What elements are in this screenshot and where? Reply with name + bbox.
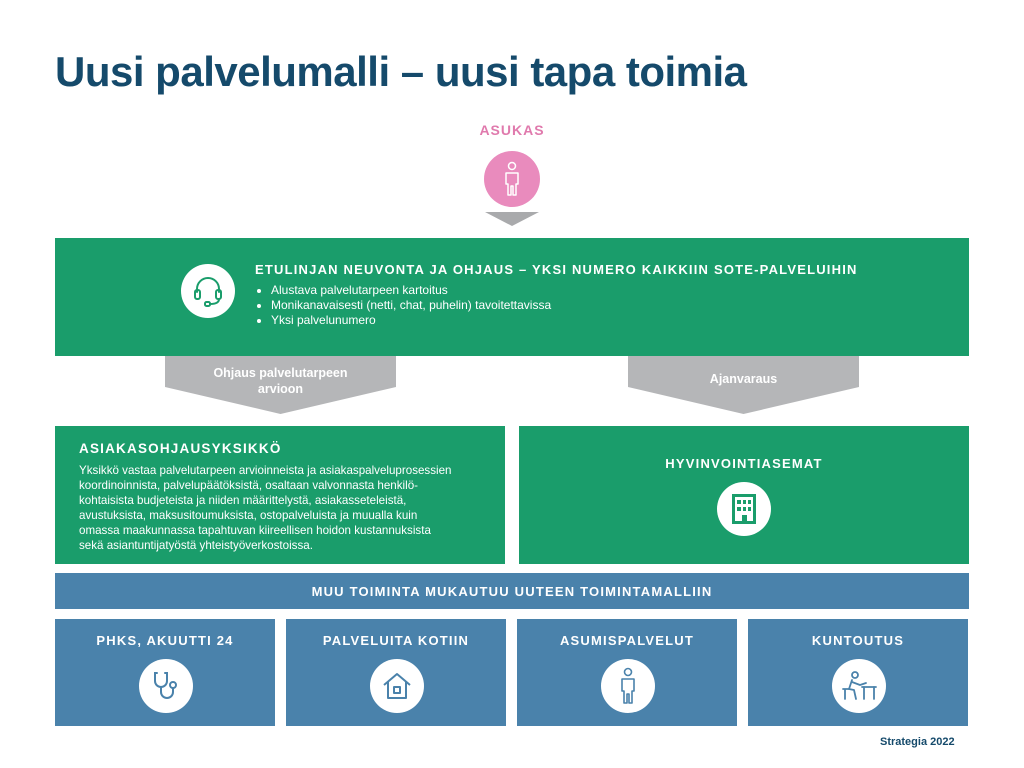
list-item: • Alustava palvelutarpeen kartoitus bbox=[271, 283, 551, 298]
customer-unit-text bbox=[79, 463, 499, 553]
customer-unit-box bbox=[55, 426, 505, 564]
house-icon bbox=[380, 669, 414, 703]
frontline-icon-circle bbox=[181, 264, 235, 318]
wellbeing-stations-heading: HYVINVOINTIASEMAT bbox=[665, 456, 823, 471]
footer-label: Strategia 2022 bbox=[880, 736, 955, 748]
other-operations-bar bbox=[55, 573, 969, 609]
card-housing-services bbox=[517, 619, 737, 726]
card-heading: PHKS, AKUUTTI 24 bbox=[96, 633, 234, 648]
wellbeing-stations-box bbox=[519, 426, 969, 564]
arrow-label-assessment bbox=[165, 365, 396, 397]
customer-unit-heading: ASIAKASOHJAUSYKSIKKÖ bbox=[79, 441, 282, 456]
text-line: Yksikkö vastaa palvelutarpeen arvioinneista ja asiakaspalveluprosessien bbox=[79, 464, 452, 477]
list-item: • Yksi palvelunumero bbox=[271, 313, 551, 328]
frontline-bullets bbox=[255, 283, 551, 328]
stethoscope-icon bbox=[149, 669, 183, 703]
headset-icon bbox=[191, 274, 225, 308]
card-home-services bbox=[286, 619, 506, 726]
text-line: avustuksista, maksusitoumuksista, ostopalveluista ja muualla kuin bbox=[79, 509, 418, 522]
text-line: kohtaisista budjeteista ja niiden määrittelystä, asiakasseteleistä, bbox=[79, 494, 407, 507]
building-icon bbox=[729, 492, 759, 526]
frontline-heading: ETULINJAN NEUVONTA JA OHJAUS – YKSI NUMERO KAIKKIIN SOTE-PALVELUIHIN bbox=[255, 262, 858, 277]
text-line: koordinoinnista, palvelupäätöksistä, osaltaan valvonnasta henkilö- bbox=[79, 479, 419, 492]
down-arrow-small bbox=[485, 212, 539, 227]
resident-circle bbox=[484, 151, 540, 207]
page-title: Uusi palvelumalli – uusi tapa toimia bbox=[55, 48, 747, 95]
card-icon-circle bbox=[601, 659, 655, 713]
person-icon bbox=[502, 161, 522, 197]
rehabilitation-icon bbox=[840, 669, 878, 703]
arrow-label-line: Ohjaus palvelutarpeen bbox=[213, 366, 348, 380]
list-item: • Monikanavaisesti (netti, chat, puhelin) tavoitettavissa bbox=[271, 298, 551, 313]
person-icon bbox=[618, 667, 638, 705]
card-heading: ASUMISPALVELUT bbox=[559, 633, 695, 648]
text-line: omassa maakunnassa tapahtuvan kiireellisen hoidon kustannuksista bbox=[79, 524, 431, 537]
card-icon-circle bbox=[139, 659, 193, 713]
wellbeing-icon-circle bbox=[717, 482, 771, 536]
resident-label: ASUKAS bbox=[479, 122, 545, 138]
card-heading: KUNTOUTUS bbox=[811, 633, 905, 648]
frontline-box bbox=[55, 238, 969, 356]
card-phks bbox=[55, 619, 275, 726]
arrow-label-booking: Ajanvaraus bbox=[709, 372, 778, 386]
text-line: sekä asiantuntijatyöstä yhteistyöverkostoissa. bbox=[79, 539, 313, 552]
arrow-label-line: arvioon bbox=[257, 382, 304, 396]
card-heading: PALVELUITA KOTIIN bbox=[322, 633, 470, 648]
card-icon-circle bbox=[370, 659, 424, 713]
other-operations-heading: MUU TOIMINTA MUKAUTUU UUTEEN TOIMINTAMALLIIN bbox=[311, 583, 713, 599]
card-icon-circle bbox=[832, 659, 886, 713]
card-rehabilitation bbox=[748, 619, 968, 726]
